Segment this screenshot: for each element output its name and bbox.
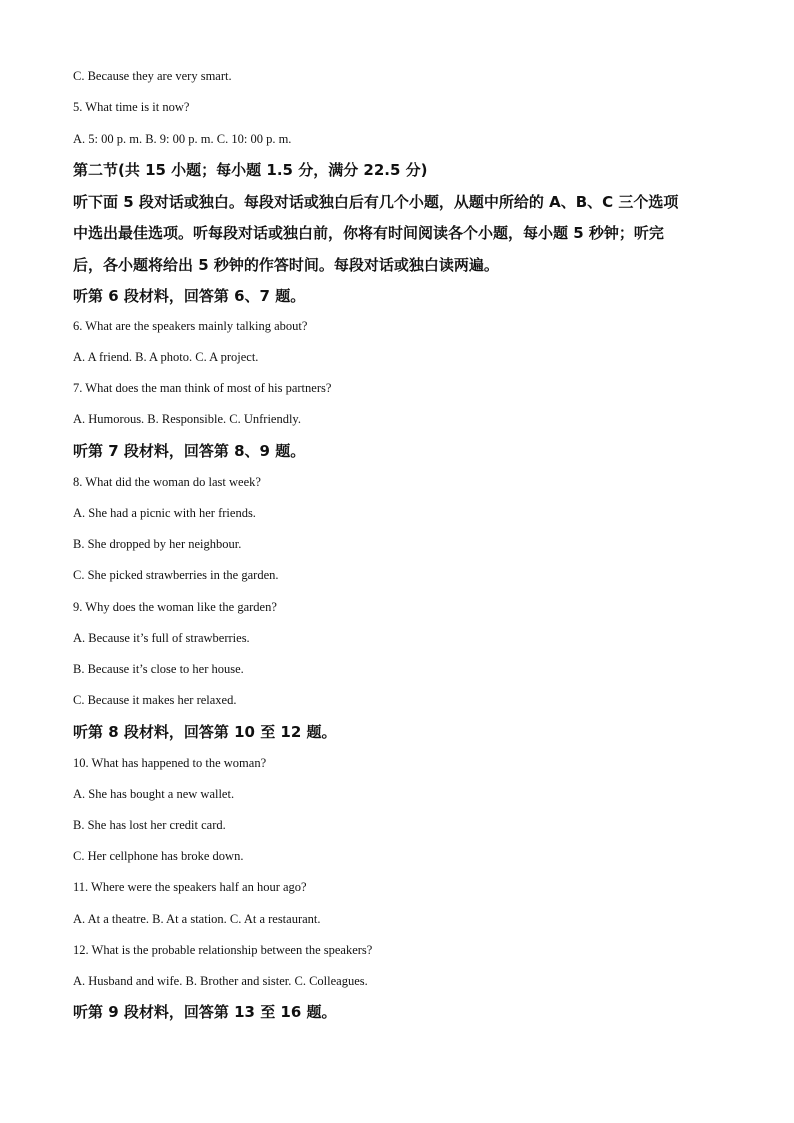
option-9c: C. Because it makes her relaxed. bbox=[73, 693, 237, 707]
instructions-line-2: 中选出最佳选项。听每段对话或独白前，你将有时间阅读各个小题，每小题 5 秒钟；听完 bbox=[73, 224, 664, 242]
question-11: 11. Where were the speakers half an hour ago? bbox=[73, 880, 307, 894]
option-8c: C. She picked strawberries in the garden. bbox=[73, 568, 279, 582]
option-9a: A. Because it’s full of strawberries. bbox=[73, 631, 250, 645]
options-7: A. Humorous. B. Responsible. C. Unfriendly. bbox=[73, 412, 301, 426]
option-10a: A. She has bought a new wallet. bbox=[73, 787, 235, 801]
instructions-line-3: 后，各小题将给出 5 秒钟的作答时间。每段对话或独白读两遍。 bbox=[73, 256, 499, 274]
question-6: 6. What are the speakers mainly talking about? bbox=[73, 319, 308, 333]
question-5: 5. What time is it now? bbox=[73, 100, 190, 114]
material-9-heading: 听第 9 段材料，回答第 13 至 16 题。 bbox=[73, 1003, 337, 1021]
option-4c: C. Because they are very smart. bbox=[73, 69, 232, 83]
options-6: A. A friend. B. A photo. C. A project. bbox=[73, 350, 259, 364]
question-7: 7. What does the man think of most of his partners? bbox=[73, 381, 332, 395]
material-8-heading: 听第 8 段材料，回答第 10 至 12 题。 bbox=[73, 723, 337, 741]
section-2-heading: 第二节(共 15 小题；每小题 1.5 分，满分 22.5 分) bbox=[73, 161, 428, 179]
question-9: 9. Why does the woman like the garden? bbox=[73, 600, 277, 614]
instructions-line-1: 听下面 5 段对话或独白。每段对话或独白后有几个小题，从题中所给的 A、B、C 三个选项 bbox=[73, 193, 679, 211]
question-8: 8. What did the woman do last week? bbox=[73, 475, 261, 489]
material-6-heading: 听第 6 段材料，回答第 6、7 题。 bbox=[73, 287, 306, 305]
option-8b: B. She dropped by her neighbour. bbox=[73, 537, 242, 551]
question-12: 12. What is the probable relationship between the speakers? bbox=[73, 943, 373, 957]
options-11: A. At a theatre. B. At a station. C. At a restaurant. bbox=[73, 912, 321, 926]
option-10b: B. She has lost her credit card. bbox=[73, 818, 226, 832]
material-7-heading: 听第 7 段材料，回答第 8、9 题。 bbox=[73, 442, 306, 460]
options-5: A. 5: 00 p. m. B. 9: 00 p. m. C. 10: 00 p. m. bbox=[73, 132, 292, 146]
option-9b: B. Because it’s close to her house. bbox=[73, 662, 244, 676]
option-10c: C. Her cellphone has broke down. bbox=[73, 849, 244, 863]
options-12: A. Husband and wife. B. Brother and sister. C. Colleagues. bbox=[73, 974, 368, 988]
question-10: 10. What has happened to the woman? bbox=[73, 756, 267, 770]
option-8a: A. She had a picnic with her friends. bbox=[73, 506, 256, 520]
